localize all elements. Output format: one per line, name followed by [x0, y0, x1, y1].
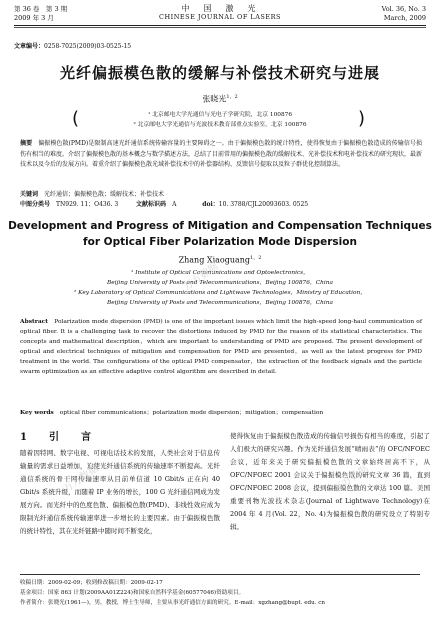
affiliation-en-2a: ² Key Laboratory of Optical Communications and Lightwave Technologies，Ministry of Education，: [73, 290, 366, 296]
header-date-cn: 2009 年 3 月: [14, 14, 54, 22]
author-cn: [0, 93, 440, 105]
affiliation-cn-2: ² 北京邮电大学光通信与光波技术教育部重点实验室，北京 100876: [133, 122, 307, 128]
journal-name-en: CHINESE JOURNAL OF LASERS: [159, 13, 281, 21]
abstract-en: [20, 317, 422, 377]
keywords-en: [20, 408, 422, 418]
watermark: 万方数据: [61, 463, 101, 496]
classification-row: [20, 200, 422, 210]
abstract-en-text: Polarization mode dispersion (PMD) is one of the important issues which limit the high-speed long-haul communication of optical fiber. It is a challenging task to recover the distortions induced by PMD for the reason of its statistical characteristics. The concepts and mathematical description，which are important to understanding of PMD are proposed. The present development of optical and electrical techniques of mitigation and compensation for PMD are presented，as well as the latest progress for PMD treatment in the world. The configurations of the optical PMD compensator，the extraction of the feedback signals and the particle swarm optimization as an effective adaptive control algorithm are described in detail.: [20, 319, 422, 375]
header-volume-en-block: [382, 5, 426, 23]
clc-value: TN929. 11；O436. 3: [56, 201, 119, 208]
keywords-cn: [20, 190, 422, 200]
section-1-left-column: 随着因特网、数字电视、可视电话技术的发展，人类社会对于信息传输量的需求日益增加，迫使光纤通信系统的传输速率不断提高。光纤通信系统的骨干网传输速率从目前单信道 10 Gbit/s 正在向 40 Gbit/s 系统升级，而随着 IP 业务的增长，100 G 光纤通信网成为发展方向。而光纤中的色度色散、偏振模色散(PMD)、非线性效应成为限制光纤通信系统传输速率进一步增长的主要因素。由于偏振模色散的统计特性，其在光纤链路中随时间不断变化，: [20, 449, 220, 535]
watermark: 万方数据: [331, 463, 371, 496]
header-volume-en: Vol. 36, No. 3: [381, 5, 426, 13]
header-volume-issue: 第 36 卷 第 3 期: [14, 5, 68, 13]
footnote-received: 收稿日期：2009-02-09；收到修改稿日期：2009-02-17: [20, 580, 163, 586]
title-en-line-1: Development and Progress of Mitigation and Compensation Techniques: [8, 220, 432, 232]
header-rule: [14, 25, 426, 26]
doi-label: doi：: [202, 201, 219, 208]
footnote-funding: 基金项目：国家 863 计划(2009AA01Z224)和国家自然科学基金(60577046)资助项目。: [20, 590, 245, 596]
article-number-label: 文章编号：: [14, 43, 45, 50]
affiliation-en-1b: Beijing University of Posts and Telecommunications，Beijing 100876，China: [107, 280, 333, 286]
affiliation-cn-1: ¹ 北京邮电大学光通信与光电子学研究院，北京 100876: [147, 112, 293, 118]
footnote-rule: [20, 574, 420, 575]
section-1-right-column: 使得恢复由于偏振模色散造成的传输信号损伤有相当的难度，引起了人们极大的研究兴趣。作为光纤通信发展“晴雨表”的 OFC/NFOEC 会议，近年来关于研究偏振模色散的文章始终居高不下，从 OFC/NFOEC 2001 会议关于偏振模色散的研究文章 36 篇，直到 OFC/NFOEC 2008 会议，提到偏振模色散的文章达 100 篇。美国重要刊物光波技术杂志(Journal of Lightwave Technology)在 2004 年 4 月(Vol. 22，No. 4)为偏振模色散的研究设立了特别专辑。: [230, 432, 430, 531]
clc-label: 中图分类号: [20, 201, 51, 208]
affiliations-en: [30, 268, 410, 308]
doi-value: 10. 3788/CJL20093603. 0525: [218, 201, 309, 208]
title-en-line-2: for Optical Fiber Polarization Mode Dispersion: [83, 236, 357, 248]
doc-code-value: A: [172, 201, 177, 208]
header-date-en: March, 2009: [383, 14, 426, 22]
author-en: [0, 254, 440, 265]
journal-name-cn: 中 国 激 光: [181, 4, 259, 13]
author-cn-name: 张晓光: [202, 94, 227, 104]
author-en-name: Zhang Xiaoguang: [178, 255, 251, 265]
keywords-cn-text: 光纤通信；偏振模色散；缓解技术；补偿技术: [44, 191, 165, 198]
doc-code-label: 文献标识码: [136, 201, 167, 208]
title-en: [0, 218, 440, 250]
article-number-value: 0258-7025(2009)03-0525-15: [44, 43, 132, 50]
affiliations-cn: [0, 110, 440, 130]
abstract-cn-label: 摘要: [20, 140, 33, 147]
author-en-sup: 1，2: [250, 255, 262, 261]
abstract-en-label: Abstract: [20, 318, 48, 325]
article-number: [14, 41, 131, 50]
keywords-en-text: optical fiber communications；polarization mode dispersion；mitigation；compensation: [59, 410, 324, 416]
section-1-heading: 1 引 言: [20, 432, 97, 443]
abstract-cn-text: 偏振模色散(PMD)是限制高速光纤通信系统传输容量的主要障碍之一。由于偏振模色散的统计特性，使得恢复由于偏振模色散造成的传输信号损伤有相当的难度。介绍了偏振模色散的基本概念与数学描述方法，总结了目前常用的偏振模色散的缓解技术、光补偿技术和电补偿技术的研究现状，最新技术以及今后的发展方向。着重介绍了偏振模色散光域补偿技术中的补偿器结构、反馈信号提取以及粒子群优化控制算法。: [20, 140, 423, 168]
author-cn-sup: 1，2: [226, 94, 238, 100]
affiliation-en-2b: Beijing University of Posts and Telecommunications，Beijing 100876，China: [107, 300, 333, 306]
affiliation-bracket-right: ): [358, 108, 366, 129]
keywords-cn-label: 关键词: [20, 191, 39, 198]
journal-masthead: [0, 4, 440, 22]
header-rule-thin: [14, 27, 426, 28]
footnote-author-bio: 作者简介：张晓光(1961—)，男，教授，博士生导师，主要从事光纤通信方面的研究。E-mail：xgzhang@bupt. edu. cn: [20, 600, 326, 606]
footnote: [20, 578, 422, 608]
affiliation-en-1a: ¹ Institute of Optical Communications and Optoelectronics，: [131, 270, 309, 276]
abstract-cn: [20, 139, 422, 171]
title-cn: 光纤偏振模色散的缓解与补偿技术研究与进展: [59, 64, 380, 82]
affiliation-bracket-left: (: [72, 108, 80, 129]
keywords-en-label: Key words: [20, 409, 54, 416]
meta-cn: [20, 190, 422, 210]
watermark: 万方数据: [181, 261, 221, 294]
